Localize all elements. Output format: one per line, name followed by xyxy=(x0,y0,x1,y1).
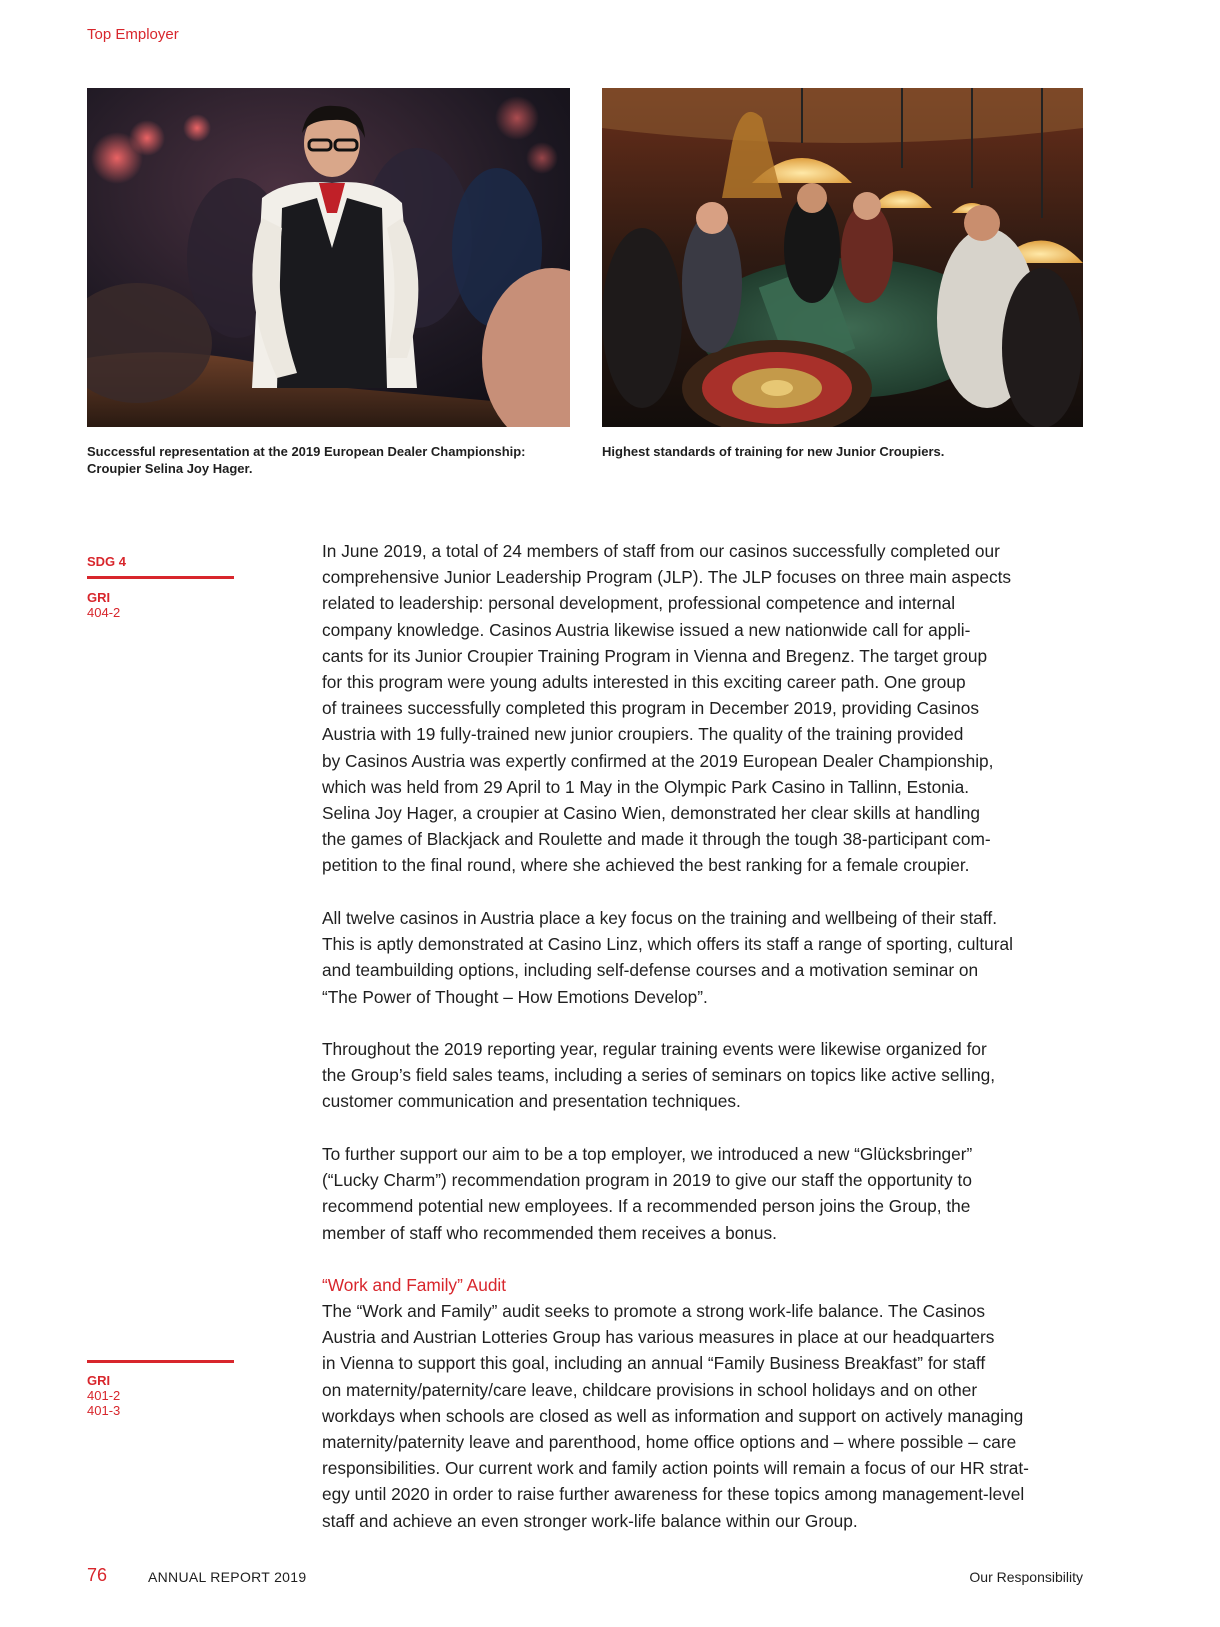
sdg-label: SDG 4 xyxy=(87,554,127,569)
text-line: The “Work and Family” audit seeks to promote a strong work-life balance. The Casinos xyxy=(322,1301,986,1321)
paragraph-junior-programs xyxy=(322,538,1092,878)
text-line: (“Lucky Charm”) recommendation program in 2019 to give our staff the opportunity to xyxy=(322,1170,972,1191)
text-line: company knowledge. Casinos Austria likewise issued a new nationwide call for appli- xyxy=(322,619,971,640)
text-line: comprehensive Junior Leadership Program (JLP). The JLP focuses on three main aspects xyxy=(322,567,1012,588)
gri-label: GRI xyxy=(87,1373,111,1388)
croupier-photo xyxy=(87,88,570,427)
text-line: Selina Joy Hager, a croupier at Casino Wien, demonstrated her clear skills at handling xyxy=(322,802,980,823)
gri-reference xyxy=(87,1360,234,1418)
caption-line: Croupier Selina Joy Hager. xyxy=(87,461,253,476)
text-line: and teambuilding options, including self-defense courses and a motivation seminar on xyxy=(322,960,979,981)
text-line: In June 2019, a total of 24 members of staff from our casinos successfully completed our xyxy=(322,541,1000,561)
caption-line: Successful representation at the 2019 European Dealer Championship: xyxy=(87,444,526,459)
text-line: customer communication and presentation techniques. xyxy=(322,1091,741,1112)
text-line: This is aptly demonstrated at Casino Linz, which offers its staff a range of sporting, cultural xyxy=(322,934,1013,955)
gri-code: 401-3 xyxy=(87,1403,121,1418)
photo-caption-right: Highest standards of training for new Junior Croupiers. xyxy=(602,444,945,459)
text-line: recommend potential new employees. If a recommended person joins the Group, the xyxy=(322,1196,971,1217)
text-line: “The Power of Thought – How Emotions Develop”. xyxy=(322,986,708,1007)
text-line: Austria and Austrian Lotteries Group has various measures in place at our headquarters xyxy=(322,1327,995,1348)
text-line: which was held from 29 April to 1 May in the Olympic Park Casino in Tallinn, Estonia. xyxy=(322,776,970,797)
text-line: the Group’s field sales teams, including a series of seminars on topics like active selling, xyxy=(322,1065,996,1086)
report-title: ANNUAL REPORT 2019 xyxy=(148,1569,307,1585)
text-line: petition to the final round, where she achieved the best ranking for a female croupier. xyxy=(322,855,970,876)
text-line: Throughout the 2019 reporting year, regular training events were likewise organized for xyxy=(322,1039,987,1059)
paragraph-casino-linz xyxy=(322,905,1092,1010)
paragraph-work-family xyxy=(322,1298,1092,1534)
text-line: the games of Blackjack and Roulette and made it through the tough 38-participant com- xyxy=(322,829,991,850)
page-number: 76 xyxy=(87,1565,108,1585)
text-line: responsibilities. Our current work and family action points will remain a focus of our HR strat- xyxy=(322,1458,1029,1479)
text-line: for this program were young adults interested in this exciting career path. One group xyxy=(322,671,966,692)
text-line: on maternity/paternity/care leave, childcare provisions in school holidays and on other xyxy=(322,1379,978,1400)
margin-rule xyxy=(87,576,234,579)
text-line: by Casinos Austria was expertly confirmed at the 2019 European Dealer Championship, xyxy=(322,750,994,771)
text-line: cants for its Junior Croupier Training Program in Vienna and Bregenz. The target group xyxy=(322,645,988,666)
text-line: staff and achieve an even stronger work-life balance within our Group. xyxy=(322,1510,858,1531)
roulette-training-photo xyxy=(602,88,1083,427)
text-line: workdays when schools are closed as well as information and support on actively managing xyxy=(322,1405,1024,1426)
section-title: Our Responsibility xyxy=(969,1569,1083,1585)
text-line: maternity/paternity leave and parenthood, home office options and – where possible – care xyxy=(322,1431,1017,1452)
margin-rule xyxy=(87,1360,234,1363)
text-line: To further support our aim to be a top employer, we introduced a new “Glücksbringer” xyxy=(322,1144,973,1164)
text-line: member of staff who recommended them receives a bonus. xyxy=(322,1222,777,1243)
gri-code: 404-2 xyxy=(87,605,121,620)
photo-caption-left xyxy=(87,443,577,477)
paragraph-lucky-charm xyxy=(322,1141,1092,1246)
sdg-reference xyxy=(87,554,234,620)
paragraph-field-sales xyxy=(322,1036,1092,1115)
gri-code: 401-2 xyxy=(87,1388,121,1403)
text-line: Austria with 19 fully-trained new junior croupiers. The quality of the training provided xyxy=(322,724,964,745)
text-line: egy until 2020 in order to raise further awareness for these topics among management-level xyxy=(322,1484,1025,1505)
text-line: related to leadership: personal development, professional competence and internal xyxy=(322,593,956,614)
text-line: of trainees successfully completed this program in December 2019, providing Casinos xyxy=(322,698,980,719)
text-line: All twelve casinos in Austria place a key focus on the training and wellbeing of their staff. xyxy=(322,908,997,928)
subheading-work-family: “Work and Family” Audit xyxy=(322,1275,507,1295)
running-header: Top Employer xyxy=(87,26,179,43)
text-line: in Vienna to support this goal, including an annual “Family Business Breakfast” for staff xyxy=(322,1353,986,1374)
gri-label: GRI xyxy=(87,590,111,605)
